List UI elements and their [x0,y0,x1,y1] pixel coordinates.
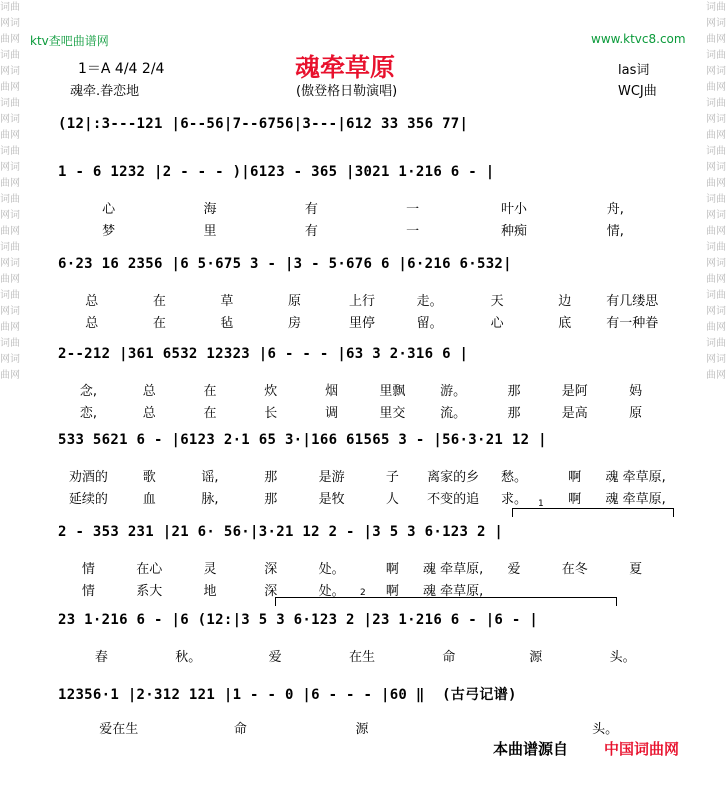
source-label: 本曲谱源自 [493,740,569,758]
lyric-syllable: 离家的乡 [427,469,480,485]
lyric-syllable: 妈 [629,383,643,399]
lyric-syllable: 那 [264,491,278,507]
lyric-syllable: 心 [102,201,116,217]
lyric-syllable: 心 [490,315,504,331]
lyric-syllable: 灵 [203,561,217,577]
notation-line4: 2--212 |361 6532 12323 |6 - - - |63 3 2·316 6 | [58,346,469,362]
lyric-syllable: 谣, [201,469,219,485]
lyric-syllable: 里停 [349,315,376,331]
album-name: 魂牵.眷恋地 [70,84,140,99]
lyric-syllable: 原 [629,405,643,421]
lyric-syllable: 啊 [568,491,582,507]
lyric-syllable: 魂 牵草原, [605,469,666,485]
lyrics-line8-verse1 [58,718,666,736]
lyric-syllable: 总 [142,383,156,399]
lyric-syllable: 走。 [416,293,443,309]
lyric-syllable: 炊 [264,383,278,399]
lyric-syllable: 房 [287,315,301,331]
lyric-syllable: 深 [264,561,278,577]
lyric-syllable: 叶小 [500,201,527,217]
watermark-left: 词曲网词曲网词曲网词曲网词曲网词曲网词曲网词曲网词曲网词曲网词曲网词曲网词曲网词曲网词曲网词曲网 [0,2,20,381]
lyric-syllable: 源 [355,721,369,737]
lyric-syllable: 系大 [136,583,163,599]
key-signature: 1＝A 4/4 2/4 [78,61,165,77]
notation-line2: 1 - 6 1232 |2 - - - )|6123 - 365 |3021 1·216 6 - | [58,164,495,180]
lyrics-line3-verse2 [58,312,666,330]
lyric-syllable: 上行 [349,293,376,309]
lyric-syllable: 海 [203,201,217,217]
lyric-syllable: 那 [507,383,521,399]
lyric-syllable: 秋。 [175,649,202,665]
lyric-syllable: 命 [442,649,456,665]
lyricist-credit: las词 [618,63,650,78]
volta-second-bracket [275,597,617,606]
lyric-syllable: 是阿 [561,383,588,399]
watermark-right: 词曲网词曲网词曲网词曲网词曲网词曲网词曲网词曲网词曲网词曲网词曲网词曲网词曲网词曲网词曲网词曲网 [706,2,726,381]
site-link-right[interactable]: www.ktvc8.com [591,32,686,46]
lyric-syllable: 情 [81,561,95,577]
lyric-syllable: 有几缕思 [606,293,659,309]
lyric-syllable: 留。 [416,315,443,331]
notation-line8: 12356·1 |2·312 121 |1 - - 0 |6 - - - |60 ‖ (古弓记谱) [58,687,517,703]
lyric-syllable: 在生 [349,649,376,665]
lyric-syllable: 魂 牵草原, [605,491,666,507]
lyrics-line3-verse1 [58,290,666,308]
lyric-syllable: 魂 牵草原, [423,583,484,599]
lyric-syllable: 总 [85,315,99,331]
lyric-syllable: 毡 [220,315,234,331]
lyric-syllable: 春 [94,649,108,665]
lyric-syllable: 有 [304,201,318,217]
lyric-syllable: 人 [385,491,399,507]
lyric-syllable: 魂 牵草原, [423,561,484,577]
lyric-syllable: 啊 [385,583,399,599]
lyric-syllable: 天 [490,293,504,309]
lyric-syllable: 血 [142,491,156,507]
lyric-syllable: 在 [152,315,166,331]
lyric-syllable: 头。 [592,721,619,737]
lyrics-line2-verse2 [58,220,666,238]
volta-first-bracket [512,508,674,517]
lyric-syllable: 情 [81,583,95,599]
lyric-syllable: 总 [85,293,99,309]
lyric-syllable: 里交 [379,405,406,421]
source-site-link[interactable]: 中国词曲网 [604,740,680,758]
lyric-syllable: 延续的 [68,491,108,507]
lyric-syllable: 源 [529,649,543,665]
lyric-syllable: 劝酒的 [68,469,108,485]
lyric-syllable: 夏 [629,561,643,577]
lyric-syllable: 里 [203,223,217,239]
lyric-syllable: 命 [233,721,247,737]
song-title: 魂牵草原 [295,53,396,82]
lyric-syllable: 脉, [201,491,219,507]
lyric-syllable: 爱在生 [99,721,139,737]
lyric-syllable: 那 [507,405,521,421]
lyric-syllable: 有 [304,223,318,239]
lyric-syllable: 游。 [440,383,467,399]
lyric-syllable: 愁。 [500,469,527,485]
lyric-syllable: 是牧 [318,491,345,507]
lyric-syllable: 地 [203,583,217,599]
lyric-syllable: 一 [406,201,420,217]
lyric-syllable: 梦 [102,223,116,239]
lyric-syllable: 一 [406,223,420,239]
lyric-syllable: 调 [325,405,339,421]
lyric-syllable: 有一种眷 [606,315,659,331]
lyric-syllable: 恋, [79,405,97,421]
lyric-syllable: 子 [385,469,399,485]
lyric-syllable: 不变的追 [427,491,480,507]
lyric-syllable: 里飘 [379,383,406,399]
lyric-syllable: 种痴 [500,223,527,239]
lyric-syllable: 草 [220,293,234,309]
lyrics-line7-verse1 [58,646,666,664]
volta-second-number: 2 [360,588,366,598]
lyrics-line2-verse1 [58,198,666,216]
lyric-syllable: 处。 [318,583,345,599]
lyric-syllable: 在 [203,383,217,399]
lyric-syllable: 念, [79,383,97,399]
lyric-syllable: 在冬 [561,561,588,577]
lyrics-line5-verse2 [58,488,666,506]
lyric-syllable: 啊 [568,469,582,485]
lyric-syllable: 在 [203,405,217,421]
volta-first-number: 1 [538,499,544,509]
lyrics-line4-verse1 [58,380,666,398]
lyric-syllable: 舟, [606,201,624,217]
lyric-syllable: 在心 [136,561,163,577]
lyric-syllable: 底 [558,315,572,331]
composer-credit: WCJ曲 [618,84,657,99]
lyric-syllable: 边 [558,293,572,309]
site-link-left[interactable]: ktv查吧曲谱网 [30,34,109,48]
notation-line3: 6·23 16 2356 |6 5·675 3 - |3 - 5·676 6 |6·216 6·532| [58,256,512,272]
lyric-syllable: 深 [264,583,278,599]
lyric-syllable: 是高 [561,405,588,421]
lyric-syllable: 在 [152,293,166,309]
notation-line7: 23 1·216 6 - |6 (12:|3 5 3 6·123 2 |23 1·216 6 - |6 - | [58,612,539,628]
lyric-syllable: 那 [264,469,278,485]
lyric-syllable: 原 [287,293,301,309]
lyric-syllable: 爱 [268,649,282,665]
lyric-syllable: 总 [142,405,156,421]
lyric-syllable: 啊 [385,561,399,577]
lyrics-line6-verse1 [58,558,666,576]
notation-line5: 533 5621 6 - |6123 2·1 65 3·|166 61565 3 - |56·3·21 12 | [58,432,547,448]
notation-line6: 2 - 353 231 |21 6· 56·|3·21 12 2 - |3 5 3 6·123 2 | [58,524,504,540]
lyric-syllable: 求。 [500,491,527,507]
performer-subtitle: (傲登格日勒演唱) [296,84,398,99]
lyric-syllable: 歌 [142,469,156,485]
lyric-syllable: 烟 [325,383,339,399]
lyric-syllable: 是游 [318,469,345,485]
lyric-syllable: 长 [264,405,278,421]
notation-line1: (12|:3---121 |6--56|7--6756|3---|612 33 356 77| [58,116,469,132]
lyric-syllable: 情, [606,223,624,239]
lyric-syllable: 处。 [318,561,345,577]
lyrics-line4-verse2 [58,402,666,420]
lyric-syllable: 头。 [609,649,636,665]
lyrics-line5-verse1 [58,466,666,484]
lyric-syllable: 流。 [440,405,467,421]
lyric-syllable: 爱 [507,561,521,577]
